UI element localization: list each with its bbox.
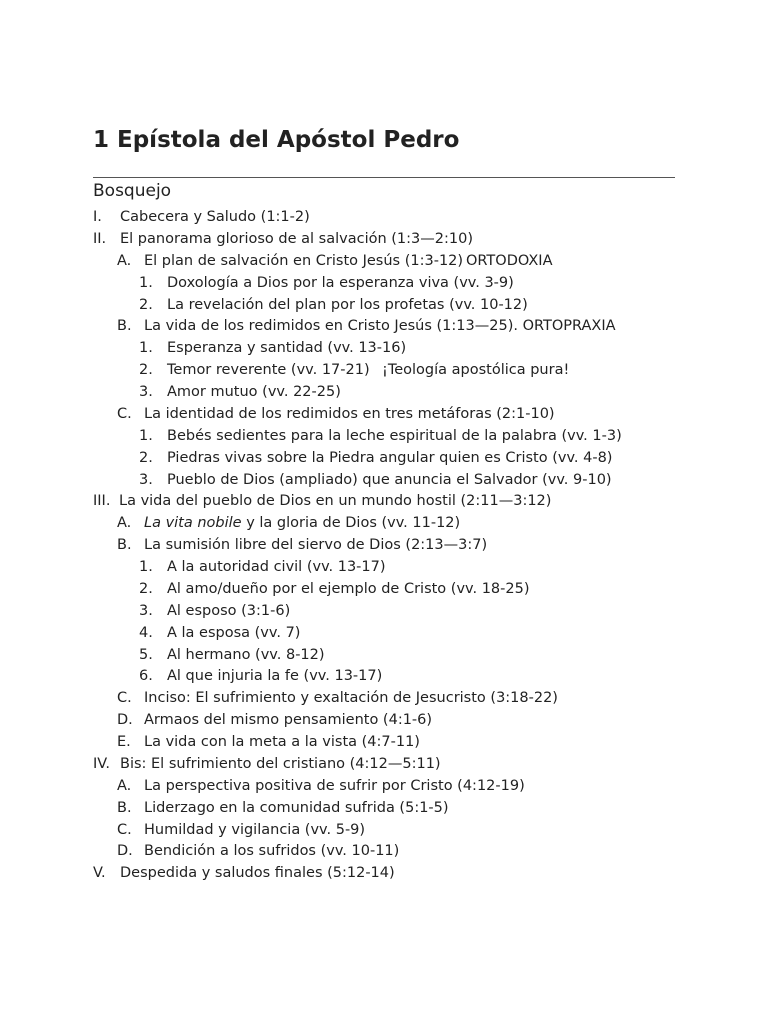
outline-item-level-3	[0, 273, 768, 295]
outline-text: La perspectiva positiva de sufrir por Cristo (4:12-19)	[144, 777, 525, 794]
outline-marker: C.	[117, 690, 132, 707]
outline-text: Armaos del mismo pensamiento (4:1-6)	[144, 712, 433, 729]
outline-marker: D.	[117, 712, 133, 729]
page-title: 1 Epístola del Apóstol Pedro	[93, 127, 460, 153]
outline-text: Al hermano (vv. 8-12)	[167, 646, 325, 663]
outline-marker: C.	[117, 821, 132, 838]
outline-marker: 4.	[139, 624, 153, 641]
outline-marker: 2.	[139, 362, 153, 379]
outline-text: El plan de salvación en Cristo Jesús (1:3-12)	[144, 252, 464, 269]
outline-note: ORTODOXIA	[466, 252, 553, 269]
outline-item-level-3	[0, 666, 768, 688]
outline-text: La vida con la meta a la vista (4:7-11)	[144, 734, 420, 750]
outline-item-level-3	[0, 448, 768, 470]
outline-text-rest: y la gloria de Dios (vv. 11-12)	[241, 515, 461, 532]
outline-marker: 3.	[139, 471, 153, 488]
outline-note: ¡Teología apostólica pura!	[382, 362, 570, 379]
outline-text	[144, 513, 460, 535]
outline-marker: A.	[117, 777, 132, 794]
outline-marker: B.	[117, 318, 132, 335]
outline-text: Inciso: El sufrimiento y exaltación de Jesucristo (3:18-22)	[144, 690, 558, 707]
outline-marker: 2.	[139, 296, 153, 313]
outline-text: Al amo/dueño por el ejemplo de Cristo (vv. 18-25)	[167, 580, 530, 597]
outline-list	[0, 207, 768, 885]
outline-item-level-2	[0, 688, 768, 710]
outline-item-level-1	[0, 754, 768, 776]
outline-marker: 1.	[139, 559, 153, 575]
outline-text: Pueblo de Dios (ampliado) que anuncia el Salvador (vv. 9-10)	[167, 471, 612, 488]
outline-item-level-3	[0, 601, 768, 623]
outline-marker: 5.	[139, 646, 153, 663]
outline-text: Al que injuria la fe (vv. 13-17)	[167, 668, 383, 685]
outline-marker: 1.	[139, 427, 153, 444]
outline-item-level-3	[0, 557, 768, 579]
outline-item-level-1	[0, 207, 768, 229]
outline-text: A la autoridad civil (vv. 13-17)	[167, 559, 386, 575]
outline-marker: IV.	[93, 755, 110, 772]
outline-item-level-2	[0, 841, 768, 863]
outline-text: Temor reverente (vv. 17-21)	[167, 362, 370, 379]
outline-text: Piedras vivas sobre la Piedra angular quien es Cristo (vv. 4-8)	[167, 449, 613, 466]
outline-marker: 1.	[139, 340, 153, 357]
outline-item-level-2	[0, 316, 768, 338]
title-divider	[93, 177, 675, 178]
outline-item-level-1	[0, 229, 768, 251]
outline-item-level-3	[0, 623, 768, 645]
outline-marker: B.	[117, 799, 132, 816]
outline-item-level-3	[0, 470, 768, 492]
outline-item-level-1	[0, 491, 768, 513]
outline-item-level-2	[0, 798, 768, 820]
outline-text: Amor mutuo (vv. 22-25)	[167, 384, 341, 400]
outline-marker: 1.	[139, 274, 153, 291]
outline-item-level-2	[0, 710, 768, 732]
outline-text: Doxología a Dios por la esperanza viva (vv. 3-9)	[167, 274, 514, 291]
outline-text: La revelación del plan por los profetas (vv. 10-12)	[167, 296, 528, 313]
outline-text: Esperanza y santidad (vv. 13-16)	[167, 340, 407, 357]
outline-marker: V.	[93, 865, 106, 882]
outline-item-level-1	[0, 863, 768, 885]
outline-marker: C.	[117, 405, 132, 422]
outline-text: El panorama glorioso de al salvación (1:3—2:10)	[120, 230, 473, 247]
outline-marker: 3.	[139, 384, 153, 400]
outline-text: Despedida y saludos finales (5:12-14)	[120, 865, 395, 882]
outline-marker: I.	[93, 209, 102, 225]
outline-marker: 6.	[139, 668, 153, 685]
outline-text: Bendición a los sufridos (vv. 10-11)	[144, 843, 400, 860]
outline-text: La sumisión libre del siervo de Dios (2:13—3:7)	[144, 537, 488, 554]
outline-item-level-2	[0, 251, 768, 273]
section-heading: Bosquejo	[93, 181, 172, 201]
outline-text: La identidad de los redimidos en tres metáforas (2:1-10)	[144, 405, 555, 422]
outline-text: Bis: El sufrimiento del cristiano (4:12—5:11)	[120, 755, 441, 772]
outline-marker: 2.	[139, 449, 153, 466]
outline-item-level-3	[0, 579, 768, 601]
outline-text: Humildad y vigilancia (vv. 5-9)	[144, 821, 366, 838]
outline-item-level-3	[0, 645, 768, 667]
outline-marker: D.	[117, 843, 133, 860]
outline-marker: 2.	[139, 580, 153, 597]
outline-item-level-2	[0, 820, 768, 842]
outline-marker: B.	[117, 537, 132, 554]
outline-item-level-2	[0, 513, 768, 535]
outline-item-level-2	[0, 535, 768, 557]
outline-marker: II.	[93, 230, 107, 247]
outline-item-level-2	[0, 776, 768, 798]
outline-text: Cabecera y Saludo (1:1-2)	[120, 209, 310, 225]
outline-text: Bebés sedientes para la leche espiritual de la palabra (vv. 1-3)	[167, 427, 622, 444]
outline-text: A la esposa (vv. 7)	[167, 624, 301, 641]
outline-text: La vida de los redimidos en Cristo Jesús (1:13—25). ORTOPRAXIA	[144, 318, 616, 335]
outline-text: La vida del pueblo de Dios en un mundo hostil (2:11—3:12)	[119, 493, 552, 510]
outline-marker: E.	[117, 734, 131, 750]
outline-marker: III.	[93, 493, 111, 510]
outline-marker: 3.	[139, 602, 153, 619]
outline-item-level-3	[0, 295, 768, 317]
outline-italic-text: La vita nobile	[144, 515, 242, 532]
outline-item-level-3	[0, 382, 768, 404]
outline-marker: A.	[117, 252, 132, 269]
outline-item-level-2	[0, 404, 768, 426]
outline-item-level-3	[0, 360, 768, 382]
outline-item-level-3	[0, 338, 768, 360]
outline-item-level-2	[0, 732, 768, 754]
outline-marker: A.	[117, 515, 132, 532]
outline-text: Al esposo (3:1-6)	[167, 602, 291, 619]
outline-item-level-3	[0, 426, 768, 448]
outline-text: Liderzago en la comunidad sufrida (5:1-5)	[144, 799, 449, 816]
